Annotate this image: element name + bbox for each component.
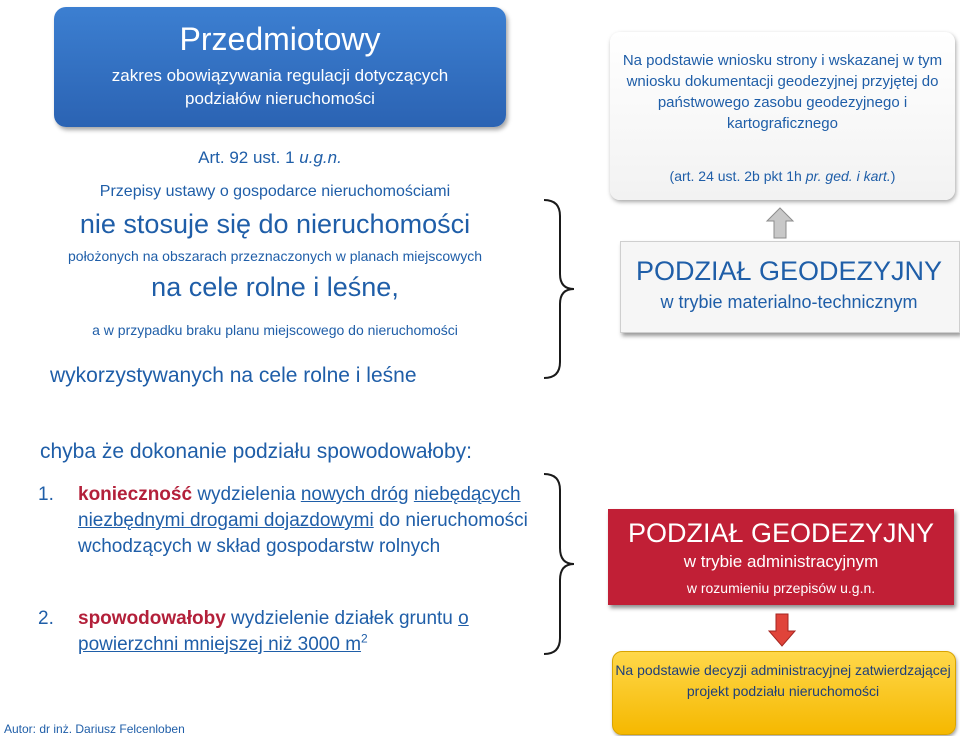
condition-2-part1: wydzielenie działek gruntu xyxy=(225,608,459,629)
condition-1-text xyxy=(78,482,528,560)
author-credit: Autor: dr inż. Dariusz Felcenloben xyxy=(4,722,185,736)
przepisy-text: Przepisy ustawy o gospodarce nieruchomościami xyxy=(99,183,451,200)
condition-2-keyword: spowodowałoby xyxy=(78,608,226,629)
geodesy-administrative-subtitle: w trybie administracyjnym xyxy=(683,552,879,571)
na-cele-heading: na cele rolne i leśne, xyxy=(151,272,399,302)
right-brace-icon-top xyxy=(540,196,580,382)
article-reference-act: u.g.n. xyxy=(299,148,342,167)
wykorzystywanych-heading: wykorzystywanych na cele rolne i leśne xyxy=(50,364,417,387)
article-reference-prefix: Art. 92 ust. 1 xyxy=(198,148,295,167)
right-brace-icon-bottom xyxy=(540,470,580,658)
geodesy-administrative-title: PODZIAŁ GEODEZYJNY xyxy=(627,518,935,548)
condition-2-number: 2. xyxy=(38,608,54,629)
article-reference xyxy=(0,147,540,169)
note-top-reference xyxy=(616,166,949,186)
condition-1-keyword: konieczność xyxy=(78,484,193,505)
note-top-ref-prefix: (art. 24 ust. 2b pkt 1h xyxy=(669,168,802,184)
red-down-arrow-icon xyxy=(768,613,796,647)
condition-1-number: 1. xyxy=(38,484,54,505)
geodesy-technical-title: PODZIAŁ GEODEZYJNY xyxy=(635,256,943,286)
note-top-ref-suffix: ) xyxy=(890,168,896,184)
polozonych-text: położonych na obszarach przeznaczonych w planach miejscowych xyxy=(68,248,482,264)
geodesy-technical-subtitle: w trybie materialno-technicznym xyxy=(660,292,918,312)
condition-1-underline1: nowych dróg xyxy=(300,484,409,505)
note-top-ref-act: pr. ged. i kart. xyxy=(805,168,891,184)
geodesy-administrative-note: w rozumieniu przepisów u.g.n. xyxy=(686,580,876,596)
decision-text: Na podstawie decyzji administracyjnej zatwierdzającej projekt podziału nieruchomości xyxy=(615,662,951,699)
condition-2-superscript: 2 xyxy=(361,631,368,646)
condition-1-part1: wydzielenia xyxy=(192,484,301,505)
header-title: Przedmiotowy xyxy=(179,21,381,57)
condition-2-text xyxy=(78,606,528,658)
header-subtitle xyxy=(54,64,506,110)
exception-heading: chyba że dokonanie podziału spowodowałoby: xyxy=(40,440,472,463)
header-subtitle-line1: zakres obowiązywania regulacji dotyczących xyxy=(111,66,449,85)
gray-up-arrow-icon xyxy=(766,207,794,239)
przypadku-text: a w przypadku braku planu miejscowego do nieruchomości xyxy=(92,322,458,338)
condition-1-underline2: niebędących niezbędnymi drogami dojazdowymi xyxy=(78,484,521,531)
note-top-text: Na podstawie wniosku strony i wskazanej w tym wniosku dokumentacji geodezyjnej przyjętej do państwowego zasobu geodezyjnego i kartograficznego xyxy=(622,52,943,132)
condition-1-part3: do nieruchomości wchodzących w skład gospodarstw rolnych xyxy=(78,510,528,557)
nie-stosuje-heading: nie stosuje się do nieruchomości xyxy=(79,209,471,239)
header-subtitle-line2: podziałów nieruchomości xyxy=(185,89,375,108)
condition-2-underline: o powierzchni mniejszej niż 3000 m xyxy=(78,608,469,655)
